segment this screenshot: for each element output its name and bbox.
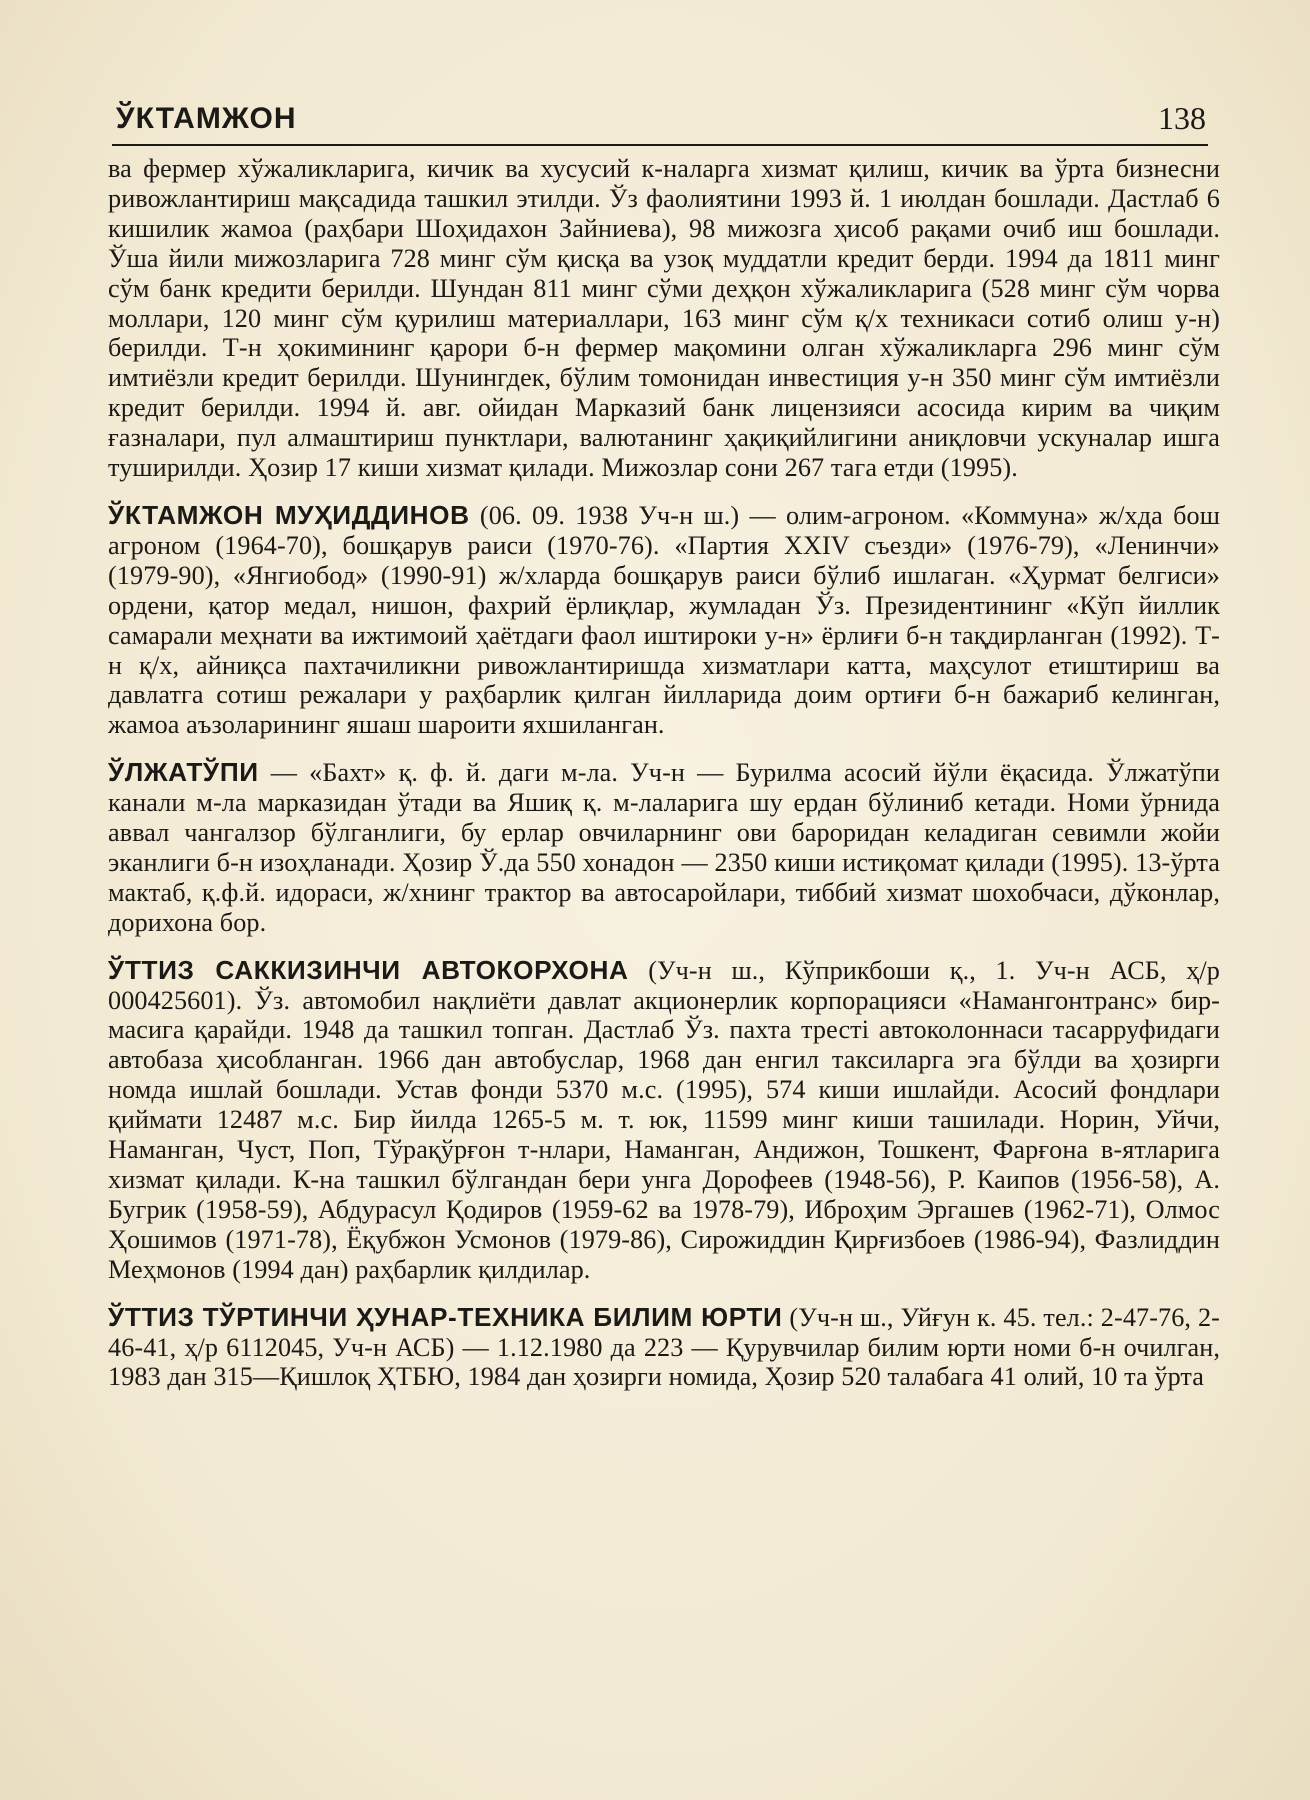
- entry-hunar-texnika: [108, 1303, 1220, 1393]
- entry-avtokorxona: [108, 956, 1220, 1285]
- entry-text: — «Бахт» қ. ф. й. даги м-ла. Уч-н — Бурилма асосий йўли ёқасида. Ўлжатўпи канали м-ла марказидан ўтади ва Яшиқ қ. м-лаларига шу ердан бўлиниб кетади. Номи ўрнида аввал чангалзор бўлганлиги, бу ерлар овчиларнинг ови бароридан келадиган севимли жойи эканлиги б-н изоҳланади. Ҳозир Ў.да 550 хонадон — 2350 киши истиқомат қилади (1995). 13-ўрта мактаб, қ.ф.й. идораси, ж/хнинг трактор ва автосаройлари, тиббий хизмат шохобчаси, дўконлар, дорихона бор.: [108, 758, 1220, 937]
- entry-title: ЎТТИЗ ТЎРТИНЧИ ҲУНАР-ТЕХНИКА БИЛИМ ЮРТИ: [108, 1301, 783, 1332]
- entry-text: (Уч-н ш., Уйғун к. 45. тел.: 2-47-76, 2-46-41, ҳ/р 6112045, Уч-н АСБ) — 1.12.1980 да 223 — Қурувчилар билим юрти номи б-н очилган, 1983 дан 315—Қишлоқ ҲТБЮ, 1984 дан ҳозирги номида, Ҳозир 520 талабага 41 олий, 10 та ўрта: [108, 1302, 1221, 1392]
- entry-title: ЎКТАМЖОН МУҲИДДИНОВ: [108, 499, 470, 530]
- entry-title: ЎТТИЗ САККИЗИНЧИ АВТОКОРХОНА: [108, 954, 629, 985]
- running-head: ЎКТАМЖОН: [116, 102, 297, 135]
- encyclopedia-text: [108, 154, 1220, 1392]
- page-number: 138: [1158, 100, 1206, 136]
- entry-uljatupi: [108, 758, 1220, 937]
- entry-uktamjon-muhiddinov: [108, 501, 1220, 740]
- entry-continuation: [108, 154, 1220, 483]
- entry-title: ЎЛЖАТЎПИ: [108, 757, 259, 788]
- entry-text: (06. 09. 1938 Уч-н ш.) — олим-агроном. «Коммуна» ж/хда бош агроном (1964-70), бошқарув раиси (1970-76). «Партия XXIV съезди» (1976-79), «Ленинчи» (1979-90), «Янгиобод» (1990-91) ж/хларда бошқарув раиси бўлиб ишлаган. «Ҳурмат белгиси» ордени, қатор медал, нишон, фахрий ёрлиқлар, жумладан Ўз. Президентининг «Кўп йиллик самарали меҳнати ва ижтимоий ҳаётдаги фаол иштироки у-н» ёрлиғи б-н тақдирланган (1992). Т-н қ/х, айниқса пахтачиликни ривожлантиришда хизматлари катта, маҳсулот етиштириш ва давлатга сотиш режалари у раҳбарлик қилган йилларида доим ортиғи б-н бажариб келинган, жамоа аъзоларининг яшаш шароити яхшиланган.: [108, 500, 1221, 740]
- entry-text: (Уч-н ш., Кўприкбоши қ., 1. Уч-н АСБ, ҳ/р 000425601). Ўз. автомобил нақлиёти давлат акционерлик корпорацияси «Намангонтранс» бир-масига қарайди. 1948 да ташкил топган. Дастлаб Ўз. пахта тресті автоколоннаси тасарруфидаги автобаза ҳисобланган. 1966 дан автобуслар, 1968 дан енгил таксиларга эга бўлди ва ҳозирги номда ишлай бошлади. Устав фонди 5370 м.с. (1995), 574 киши ишлайди. Асосий фондлари қиймати 12487 м.с. Бир йилда 1265-5 м. т. юк, 11599 минг киши ташилади. Норин, Уйчи, Наманган, Чуст, Поп, Тўрақўрғон т-нлари, Наманган, Андижон, Тошкент, Фарғона в-ятларига хизмат қилади. К-на ташкил бўлгандан бери унга Дорофеев (1948-56), Р. Каипов (1956-58), А. Бугрик (1958-59), Абдурасул Қодиров (1959-62 ва 1978-79), Иброҳим Эргашев (1962-71), Олмос Ҳошимов (1971-78), Ёқубжон Усмонов (1979-86), Сирожиддин Қирғизбоев (1986-94), Фазлиддин Меҳмонов (1994 дан) раҳбарлик қилдилар.: [108, 955, 1220, 1284]
- entry-continuation-text: ва фермер хўжаликларига, кичик ва хусусий к-наларга хизмат қилиш, кичик ва ўрта бизнесни ривожлантириш мақсадида ташкил этилди. Ўз фаолиятини 1993 й. 1 июлдан бошлади. Дастлаб 6 кишилик жамоа (раҳбари Шоҳидахон Зайниева), 98 мижозга ҳисоб рақами очиб иш бошлади. Ўша йили мижозларига 728 минг сўм қисқа ва узоқ муддатли кредит берди. 1994 да 1811 минг сўм банк кредити берилди. Шундан 811 минг сўми деҳқон хўжаликларига (528 минг сўм чорва моллари, 120 минг сўм қурилиш материаллари, 163 минг сўм қ/х техникаси сотиб олиш у-н) берилди. Т-н ҳокимининг қарори б-н фермер мақомини олган хўжаликларга 296 минг сўм имтиёзли кредит берилди. Шунингдек, бўлим томонидан инвестиция у-н 350 минг сўм имтиёзли кредит берилди. 1994 й. авг. ойидан Марказий банк лицензияси асосида кирим ва чиқим ғазналари, пул алмаштириш пунктлари, валютанинг ҳақиқийлигини аниқловчи ускуналар ишга туширилди. Ҳозир 17 киши хизмат қилади. Мижозлар сони 267 тага етди (1995).: [108, 154, 1220, 483]
- page-header: [112, 98, 1208, 146]
